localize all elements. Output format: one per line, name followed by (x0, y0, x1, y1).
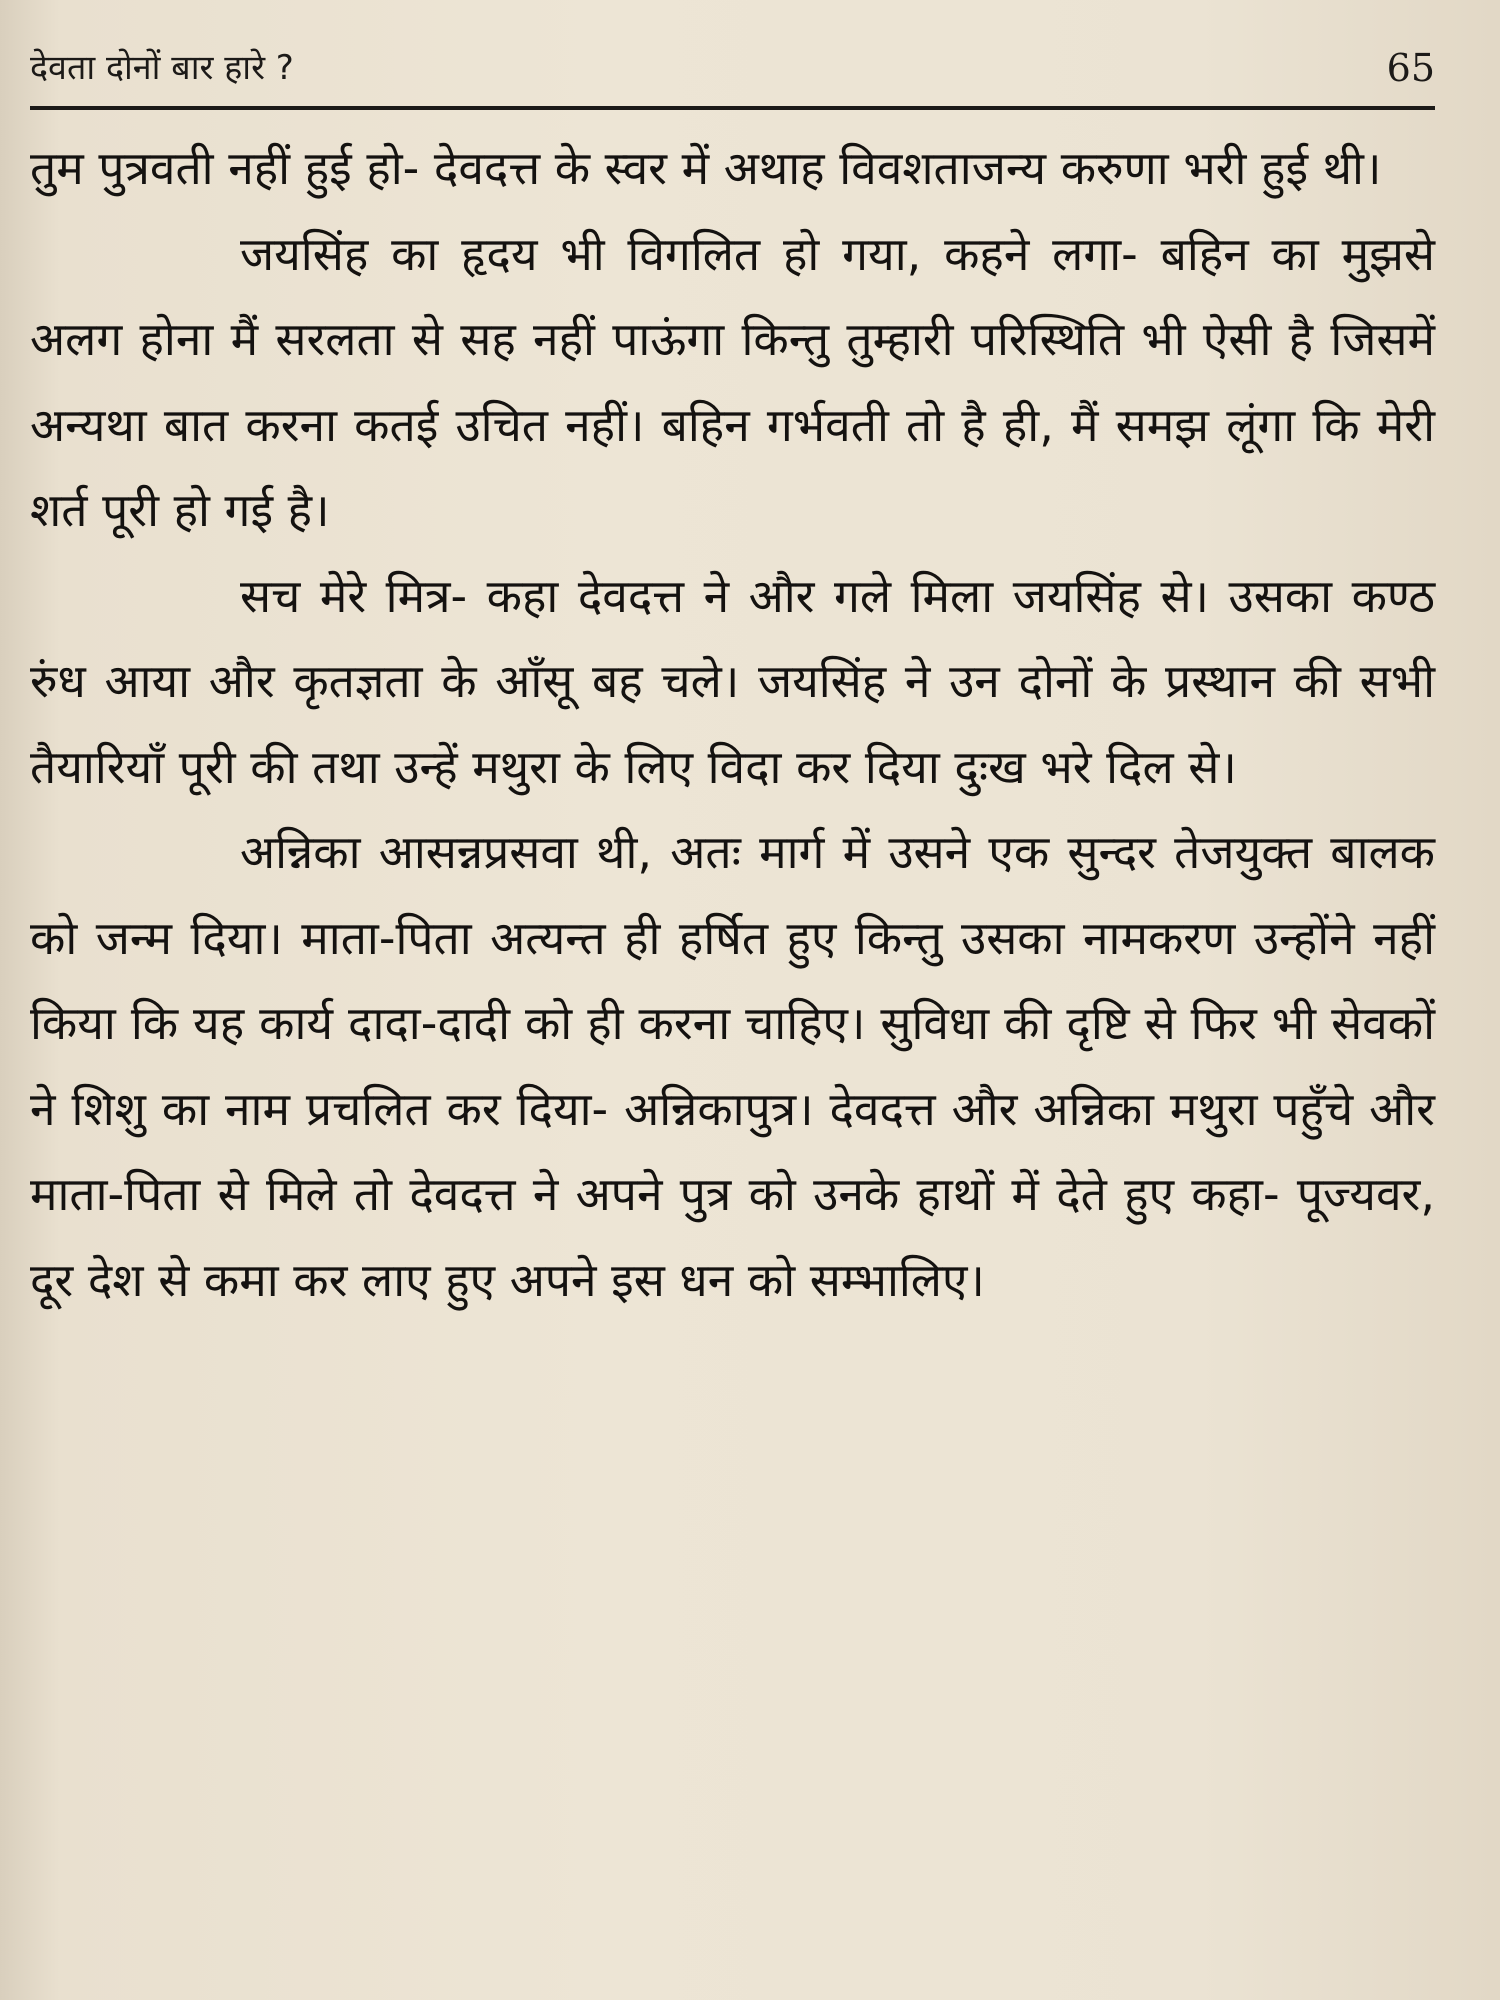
paragraph-4: अन्निका आसन्नप्रसवा थी, अतः मार्ग में उसने एक सुन्दर तेजयुक्त बालक को जन्म दिया। माता-पिता अत्यन्त ही हर्षित हुए किन्तु उसका नामकरण उन्होंने नहीं किया कि यह कार्य दादा-दादी को ही करना चाहिए। सुविधा की दृष्टि से फिर भी सेवकों ने शिशु का नाम प्रचलित कर दिया- अन्निकापुत्र। देवदत्त और अन्निका मथुरा पहुँचे और माता-पिता से मिले तो देवदत्त ने अपने पुत्र को उनके हाथों में देते हुए कहा- पूज्यवर, दूर देश से कमा कर लाए हुए अपने इस धन को सम्भालिए। (30, 825, 1435, 1307)
body-text (30, 126, 1435, 1323)
page-number: 65 (1386, 46, 1435, 90)
paragraph-2: जयसिंह का हृदय भी विगलित हो गया, कहने लगा- बहिन का मुझसे अलग होना मैं सरलता से सह नहीं पाऊंगा किन्तु तुम्हारी परिस्थिति भी ऐसी है जिसमें अन्यथा बात करना कतई उचित नहीं। बहिन गर्भवती तो है ही, मैं समझ लूंगा कि मेरी शर्त पूरी हो गई है। (30, 226, 1435, 537)
header-rule (30, 106, 1435, 110)
paragraph-1: तुम पुत्रवती नहीं हुई हो- देवदत्त के स्वर में अथाह विवशताजन्य करुणा भरी हुई थी। (30, 141, 1382, 195)
page-header (30, 40, 1435, 100)
running-title: देवता दोनों बार हारे ? (30, 48, 294, 88)
paragraph-3: सच मेरे मित्र- कहा देवदत्त ने और गले मिला जयसिंह से। उसका कण्ठ रुंध आया और कृतज्ञता के आँसू बह चले। जयसिंह ने उन दोनों के प्रस्थान की सभी तैयारियाँ पूरी की तथा उन्हें मथुरा के लिए विदा कर दिया दुःख भरे दिल से। (30, 568, 1435, 794)
